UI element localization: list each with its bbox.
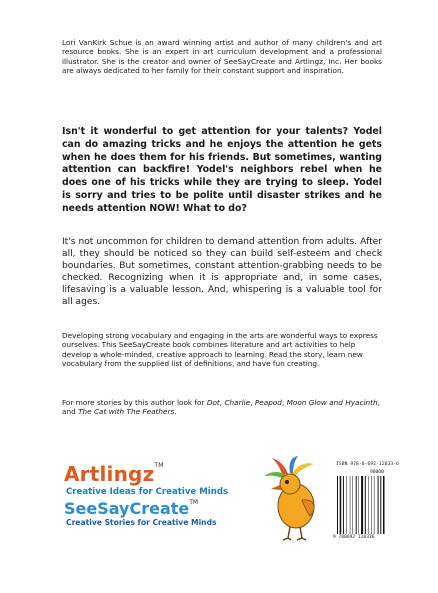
barcode-bar xyxy=(365,476,366,534)
separator: , xyxy=(250,398,255,407)
artlingz-tagline: Creative Ideas for Creative Minds xyxy=(66,487,229,497)
barcode-bar xyxy=(337,476,338,534)
separator: , xyxy=(281,398,287,407)
author-bio: Lori VanKirk Schue is an award winning artist and author of many children's and art resource books. She is an expert in art curriculum development and a professional illustrator. She is the creator and owner of SeeSayCreate and Artlingz, Inc. Her books are always dedicated to her family for their constant support and inspiration. xyxy=(62,38,382,75)
title-dot: Dot xyxy=(206,398,220,407)
barcode-bar xyxy=(361,476,363,534)
title-cat-feathers: The Cat with The Feathers xyxy=(78,407,175,417)
barcode-bar xyxy=(358,476,359,534)
seesaycreate-tm: TM xyxy=(189,499,199,506)
bird-mascot-icon xyxy=(258,456,328,541)
barcode-bar xyxy=(368,476,369,534)
barcode-bar xyxy=(340,476,342,534)
seesaycreate-tagline: Creative Stories for Creative Minds xyxy=(66,518,217,527)
separator: . xyxy=(174,407,177,417)
barcode-bar xyxy=(353,476,354,534)
separator: , xyxy=(219,398,225,407)
price-code: 90000 xyxy=(370,470,384,475)
title-moon-glow: Moon Glow and Hyacinth xyxy=(286,398,378,407)
barcode-bar xyxy=(380,476,381,534)
barcode-bar xyxy=(378,476,379,534)
barcode-bar xyxy=(374,476,375,534)
story-blurb: Isn't it wonderful to get attention for your talents? Yodel can do amazing tricks and he enjoys the attention he gets when he does them for his friends. But sometimes, wanting attention can backfire! Yodel's neighbors rebel when he does one of his tricks while they are trying to sleep. Yodel is sorry and tries to be polite until disaster strikes and he needs attention NOW! What to do? xyxy=(62,126,382,214)
barcode-icon xyxy=(336,476,388,534)
artlingz-name: Artlingz xyxy=(64,462,155,486)
parent-note: It's not uncommon for children to demand attention from adults. After all, they should be noticed so they can build self-esteem and check boundaries. But sometimes, constant attention-grabbing needs to be checked. Recognizing when it is appropriate and, in some cases, lifesaving is a valuable lesson. And, whispering is a valuable tool for all ages. xyxy=(62,237,382,308)
more-stories xyxy=(62,398,382,417)
barcode-bar xyxy=(346,476,347,534)
title-charlie: Charlie xyxy=(224,398,251,407)
barcode-digits: 9 780692 128336 xyxy=(333,535,375,540)
barcode-bar xyxy=(343,476,344,534)
barcode-bar xyxy=(356,476,357,534)
arts-note: Developing strong vocabulary and engaging in the arts are wonderful ways to express ourselves. This SeeSayCreate book combines literature and art activities to help develop a whole-minded, creative approach to learning. Read the story, learn new vocabulary from the supplied list of definitions, and have fun creating. xyxy=(62,331,378,369)
seesaycreate-logo xyxy=(64,499,198,518)
artlingz-logo xyxy=(64,462,164,486)
title-peapod: Peapod xyxy=(254,398,282,407)
artlingz-tm: TM xyxy=(154,462,164,469)
barcode-bar xyxy=(371,476,372,534)
author-bio-block xyxy=(62,38,382,75)
barcode-bar xyxy=(350,476,351,534)
seesaycreate-name: SeeSayCreate xyxy=(64,499,190,518)
isbn-label: ISBN 978-0-692-12833-6 xyxy=(336,462,400,467)
more-stories-prefix: For more stories by this author look for xyxy=(62,398,207,407)
barcode-bar xyxy=(383,476,385,534)
separator: , and xyxy=(62,398,380,417)
